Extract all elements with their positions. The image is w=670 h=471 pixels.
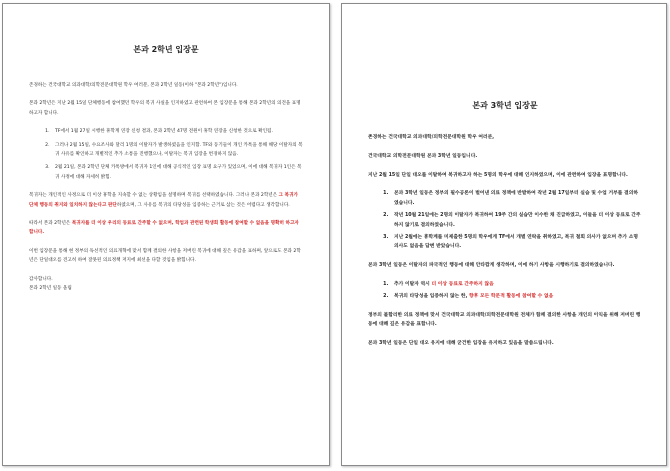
- list-item: 2. 그러나 2월 15일, 수요조사와 달리 1명의 이탈자가 발생하였음을 인지함. TF와 동기들이 개인 카톡을 통해 해당 이탈자의 복귀 사유를 확인하고 개별적인 추가 소통을 진행했으나, 이탈자는 복귀 입장을 번경하지 않음.: [51, 141, 303, 160]
- document-page-year3: [341, 3, 667, 466]
- intro-paragraph: 본과 2학년은 지난 2월 15일 단체행동에 참여했던 학우의 복귀 사실을 인지하였고 관련하여 본 입장문을 통해 본과 2학년의 의견을 표명하고자 합니다.: [29, 101, 301, 116]
- greeting-paragraph: 존경하는 건국대학교 의과대학/의학전문대학원 학우 여러분,: [368, 135, 495, 140]
- document-page-year2: [2, 3, 330, 466]
- list-item: [390, 280, 642, 290]
- signature: 본과 2학년 일동 올림: [29, 286, 72, 292]
- highlight-text: 향후 모든 학문적 활동에 참여할 수 없음: [469, 293, 554, 299]
- intro-paragraph: 건국대학교 의학전문대학원 본과 3학년 일동입니다.: [368, 153, 478, 159]
- list-item: 3. 2월 21일, 본과 2학년 단체 카톡방에서 복귀자 1인에 대해 공식적인 입장 표명 요구가 있었으며, 이에 대해 복귀자 1인은 복귀 사정에 대해 자세히 밝힘.: [51, 163, 303, 182]
- text-span: 따라서 본과 2학년은: [29, 221, 72, 227]
- highlight-text: 복귀자를 더 이상 우리의 동료로 간주할 수 없으며, 학업과 관련된 학생회 활동에 참여할 수 없음을 명확히 하고자 합니다.: [29, 221, 299, 236]
- list-item: 1. TF에서 1월 27일 시행한 휴학계 연장 신청 결과, 본과 2학년 47명 전원이 휴학 연장을 신청한 것으로 확인됨.: [51, 127, 303, 136]
- judgement-paragraph: [29, 191, 303, 210]
- sign-thanks: 감사합니다.: [29, 276, 53, 282]
- greeting-paragraph: 존경하는 건국대학교 의과대학/의학전문대학원 학우 여러분, 본과 2학년 일동(이하 "본과 2학년")입니다.: [29, 83, 238, 88]
- list-item: [390, 292, 642, 302]
- highlight-text: 더 이상 동료로 간주하지 않음: [431, 281, 494, 287]
- text-span: 복귀의 타당성을 입증하지 않는 한,: [394, 293, 470, 299]
- page-title: 본과 2학년 입장문: [133, 45, 199, 54]
- fact-list: [29, 127, 303, 182]
- text-span: 추가 이탈자 역시: [394, 281, 432, 287]
- closing-paragraph: 이번 입장문을 통해 현 정부의 독선적인 의료개혁에 맞서 함께 결의한 사항을 저버린 복귀에 대해 깊은 유감을 표하며, 앞으로도 본과 2학년은 단일대오를 견고히 하여 잘못된 의료정책 저지에 최선을 다할 것임을 밝힙니다.: [29, 248, 301, 264]
- context-paragraph: 지난 2월 15일 단일 대오를 이탈하여 복귀하고자 하는 5명의 학우에 대해 인지하였으며, 이에 관련하여 입장을 표명합니다.: [368, 172, 628, 178]
- text-span: 복귀자는 개인적인 사정으로 더 이상 휴학을 지속할 수 없는 상황임을 설명하며 복귀를 선택하였습니다. 그러나 본과 2학년은: [29, 193, 279, 199]
- decision-list: [368, 280, 642, 302]
- list-item: 2. 작년 10월 21일에는 2명의 이탈자가 복귀하여 19주 간의 실습만 이수한 채 진급하였고, 이들을 더 이상 동료로 간주하지 않기로 결의하였습니다.: [390, 211, 642, 231]
- closing-paragraph: 본과 3학년 일동은 단일 대오 유지에 대해 굳건한 입장을 유지하고 있음을 말씀드립니다.: [368, 341, 554, 347]
- highlight-text: 그 복귀가 단체 행동의 취지와 일치하지 않는다고 판단: [29, 193, 298, 208]
- resolution-paragraph: 본과 3학년 일동은 이탈자의 파국적인 행동에 대해 안타깝게 생각하며, 이에 하기 사항을 시행하기로 결의하였습니다.: [368, 263, 615, 269]
- text-span: 하였으며, 그 사유를 복귀의 타당성을 입증하는 근거로 삼는 것은 어렵다고 생각합니다.: [116, 202, 290, 208]
- decision-paragraph: [29, 219, 303, 238]
- list-item: 1. 본과 3학년 일동은 정부의 필수공론이 벌어낸 의료 정책에 반발하여 작년 2월 17일부터 실습 및 수업 거부를 결의하였습니다.: [390, 189, 642, 209]
- fact-list: [368, 189, 642, 252]
- page-title: 본과 3학년 입장문: [472, 101, 538, 110]
- list-item: 3. 지난 2월에는 휴학계를 미제출한 5명의 학우에게 TF에서 개별 연락을 취하였고, 복귀 철회 의사가 없으며 추가 소명 의사도 없음을 답변 받았습니다.: [390, 233, 642, 253]
- regret-paragraph: 정부의 불합리한 의료 정책에 맞서 건국대학교 의과대학/의학전문대학원 전체가 함께 결의한 사항을 개인의 이익을 위해 저버린 행동에 대해 깊은 유감을 표합니다.: [368, 312, 641, 328]
